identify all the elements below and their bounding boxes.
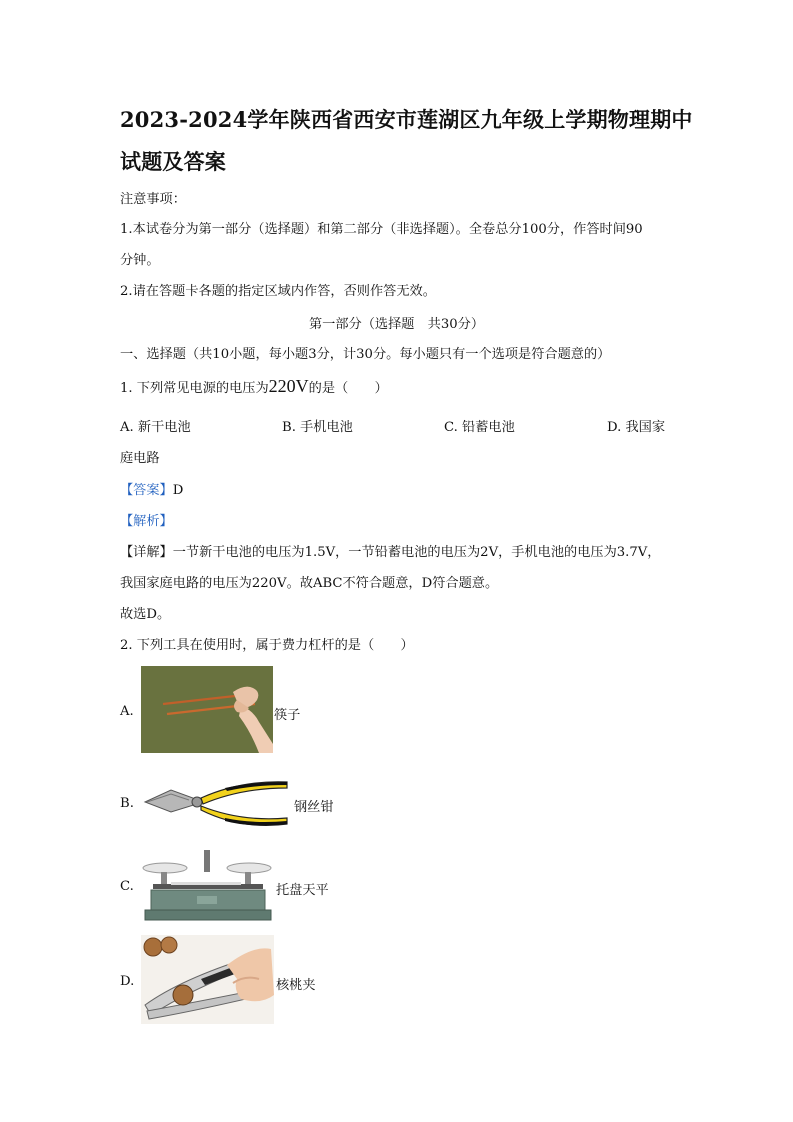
q1-option-d-cont: 庭电路 (120, 451, 160, 466)
nutcracker-illustration (141, 935, 274, 1024)
notice-1-line2: 分钟。 (120, 253, 160, 268)
q1-stem-pre: 1. 下列常见电源的电压为 (120, 381, 269, 396)
q2-option-d-letter: D. (120, 974, 135, 989)
analysis-tag: 【解析】 (120, 514, 173, 529)
pliers-illustration (141, 772, 291, 830)
q2-option-a-caption: 筷子 (274, 708, 301, 723)
q2-option-a-letter: A. (120, 704, 134, 719)
q1-option-b: B. 手机电池 (282, 420, 353, 435)
q1-stem (120, 376, 388, 397)
q2-option-c-letter: C. (120, 879, 134, 894)
section-heading: 一、选择题（共10小题，每小题3分，计30分。每小题只有一个选项是符合题意的） (120, 347, 611, 362)
notice-1-line1: 1.本试卷分为第一部分（选择题）和第二部分（非选择题）。全卷总分100分，作答时间90 (120, 222, 643, 237)
q2-option-d-caption: 核桃夹 (276, 978, 316, 993)
q1-option-a: A. 新干电池 (120, 420, 191, 435)
detail-tag: 【详解】 (120, 545, 173, 560)
answer-tag: 【答案】 (120, 483, 173, 498)
q2-option-b-letter: B. (120, 796, 134, 811)
notice-heading: 注意事项： (120, 192, 186, 207)
answer-value: D (172, 483, 184, 498)
q1-answer (120, 479, 183, 498)
q1-stem-post: 的是（ ） (308, 381, 388, 396)
notice-2: 2.请在答题卡各题的指定区域内作答，否则作答无效。 (120, 284, 436, 299)
q2-option-c-caption: 托盘天平 (276, 883, 329, 898)
part-heading: 第一部分（选择题 共30分） (308, 317, 485, 332)
detail-text: 一节新干电池的电压为1.5V，一节铅蓄电池的电压为2V，手机电池的电压为3.7V， (172, 545, 661, 560)
q1-detail-line2: 我国家庭电路的电压为220V。故ABC不符合题意，D符合题意。 (120, 576, 499, 591)
q1-conclusion: 故选D。 (120, 607, 171, 622)
nutcracker-image (141, 935, 274, 1024)
doc-title-line2: 试题及答案 (120, 149, 226, 174)
q1-option-d: D. 我国家 (607, 420, 666, 435)
q1-stem-value: 220V (268, 376, 309, 396)
q1-option-c: C. 铅蓄电池 (444, 420, 515, 435)
balance-image (141, 848, 274, 924)
pliers-image (141, 772, 291, 830)
chopsticks-image (141, 666, 273, 753)
q2-stem: 2. 下列工具在使用时，属于费力杠杆的是（ ） (120, 638, 414, 653)
doc-title-line1: 2023-2024学年陕西省西安市莲湖区九年级上学期物理期中 (120, 107, 693, 132)
q2-option-b-caption: 钢丝钳 (294, 800, 334, 815)
chopsticks-illustration (141, 666, 273, 753)
q1-detail-line1 (120, 541, 660, 560)
balance-illustration (141, 848, 274, 924)
